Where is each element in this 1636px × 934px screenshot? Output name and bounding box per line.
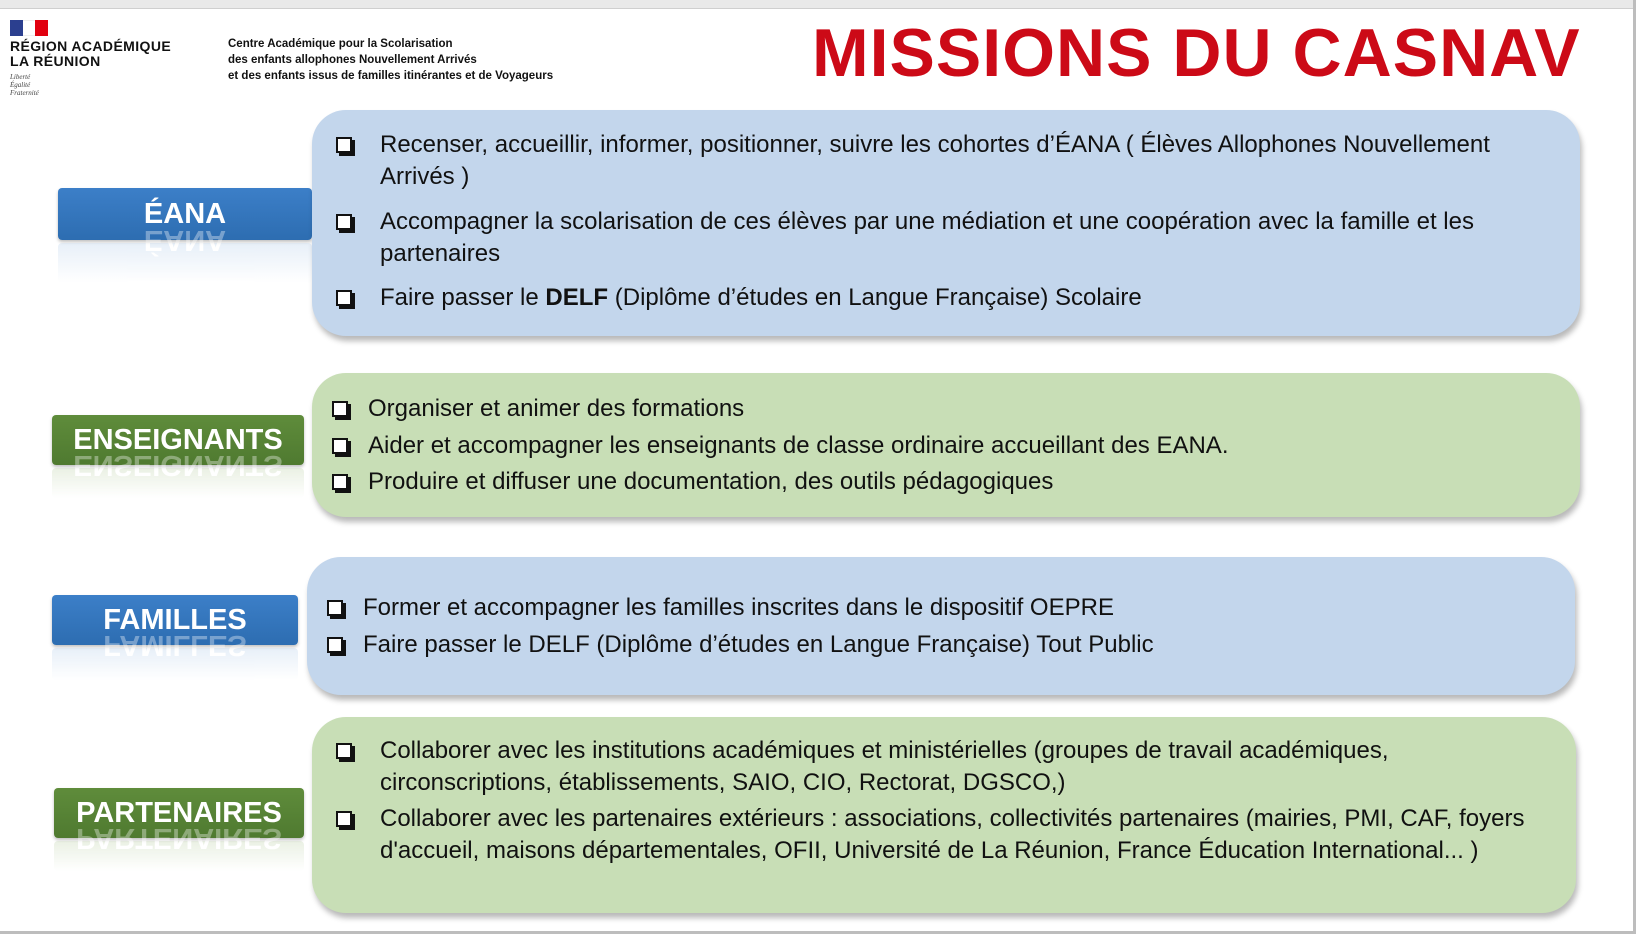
checkbox-bullet-icon [336,290,352,306]
list-item [332,466,1560,498]
motto [10,73,190,97]
list-item [327,592,1555,624]
label-familles-reflection-text: FAMILLES [103,629,247,661]
box-familles [307,557,1575,695]
label-partenaires-reflection [54,822,304,871]
motto-egalite: Égalité [10,81,31,89]
box-eana [312,110,1580,336]
checkbox-bullet-icon [327,637,343,653]
checkbox-bullet-icon [336,137,352,153]
checkbox-bullet-icon [336,214,352,230]
list-item-text: Collaborer avec les institutions académiques et ministérielles (groupes de travail académiques, circonscriptions, établissements, SAIO, CIO, Rectorat, DGSCO,) [380,737,1389,796]
label-eana: ÉANA [58,188,312,240]
logo-line-2: LA RÉUNION [10,53,101,69]
list-item [336,735,1550,799]
casnav-subtitle [228,36,553,84]
label-eana-reflection [58,224,312,283]
list-item-text: Organiser et animer des formations [368,395,745,422]
list-item-text: Former et accompagner les familles inscrites dans le dispositif OEPRE [363,594,1114,621]
checkbox-bullet-icon [332,401,348,417]
list-item [336,282,1560,314]
list-item [336,206,1560,270]
subtitle-line-1: Centre Académique pour la Scolarisation [228,38,453,50]
label-eana-reflection-text: ÉANA [143,224,227,256]
list-item-text: Recenser, accueillir, informer, positionner, suivre les cohortes d’ÉANA ( Élèves Allophones Nouvellement Arrivés ) [380,131,1490,190]
label-enseignants: ENSEIGNANTS [52,415,304,465]
delf-bold: DELF [545,284,609,311]
list-item [332,430,1560,462]
label-enseignants-reflection-text: ENSEIGNANTS [73,449,283,481]
subtitle-line-2: des enfants allophones Nouvellement Arrivés [228,54,477,66]
checkbox-bullet-icon [332,474,348,490]
box-partenaires [312,717,1576,913]
list-item-text [336,282,1560,314]
checkbox-bullet-icon [327,600,343,616]
label-enseignants-reflection [52,449,304,498]
label-partenaires-reflection-text: PARTENAIRES [76,822,282,854]
list-item [336,803,1550,867]
list-item [336,129,1560,193]
delf-prefix: Faire passer le [380,284,546,311]
box-enseignants [312,373,1580,517]
subtitle-line-3: et des enfants issus de familles itinérantes et de Voyageurs [228,70,554,82]
french-flag-icon [10,20,48,36]
page-title: MISSIONS DU CASNAV [812,15,1581,91]
checkbox-bullet-icon [336,811,352,827]
logo-line-1: RÉGION ACADÉMIQUE [10,38,172,54]
checkbox-bullet-icon [336,743,352,759]
list-item-text: Produire et diffuser une documentation, des outils pédagogiques [368,468,1054,495]
list-item [327,629,1555,661]
delf-suffix: (Diplôme d’études en Langue Française) Scolaire [608,284,1142,311]
list-item-text: Aider et accompagner les enseignants de classe ordinaire accueillant des EANA. [368,432,1229,459]
motto-liberte: Liberté [10,73,31,81]
checkbox-bullet-icon [332,438,348,454]
list-item-text: Accompagner la scolarisation de ces élèves par une médiation et une coopération avec la famille et les partenaires [380,208,1474,267]
label-partenaires: PARTENAIRES [54,788,304,838]
motto-fraternite: Fraternité [10,89,39,97]
list-item [332,393,1560,425]
list-item-text: Faire passer le DELF (Diplôme d’études en Langue Française) Tout Public [363,631,1154,658]
list-item-text: Collaborer avec les partenaires extérieurs : associations, collectivités partenaires (mairies, PMI, CAF, foyers d'accueil, maisons départementales, OFII, Université de La Réunion, France Éducation International... ) [380,805,1525,864]
region-academique-logo [10,20,190,97]
window-top-bar [0,0,1636,9]
label-familles-reflection [52,629,298,680]
label-familles: FAMILLES [52,595,298,645]
